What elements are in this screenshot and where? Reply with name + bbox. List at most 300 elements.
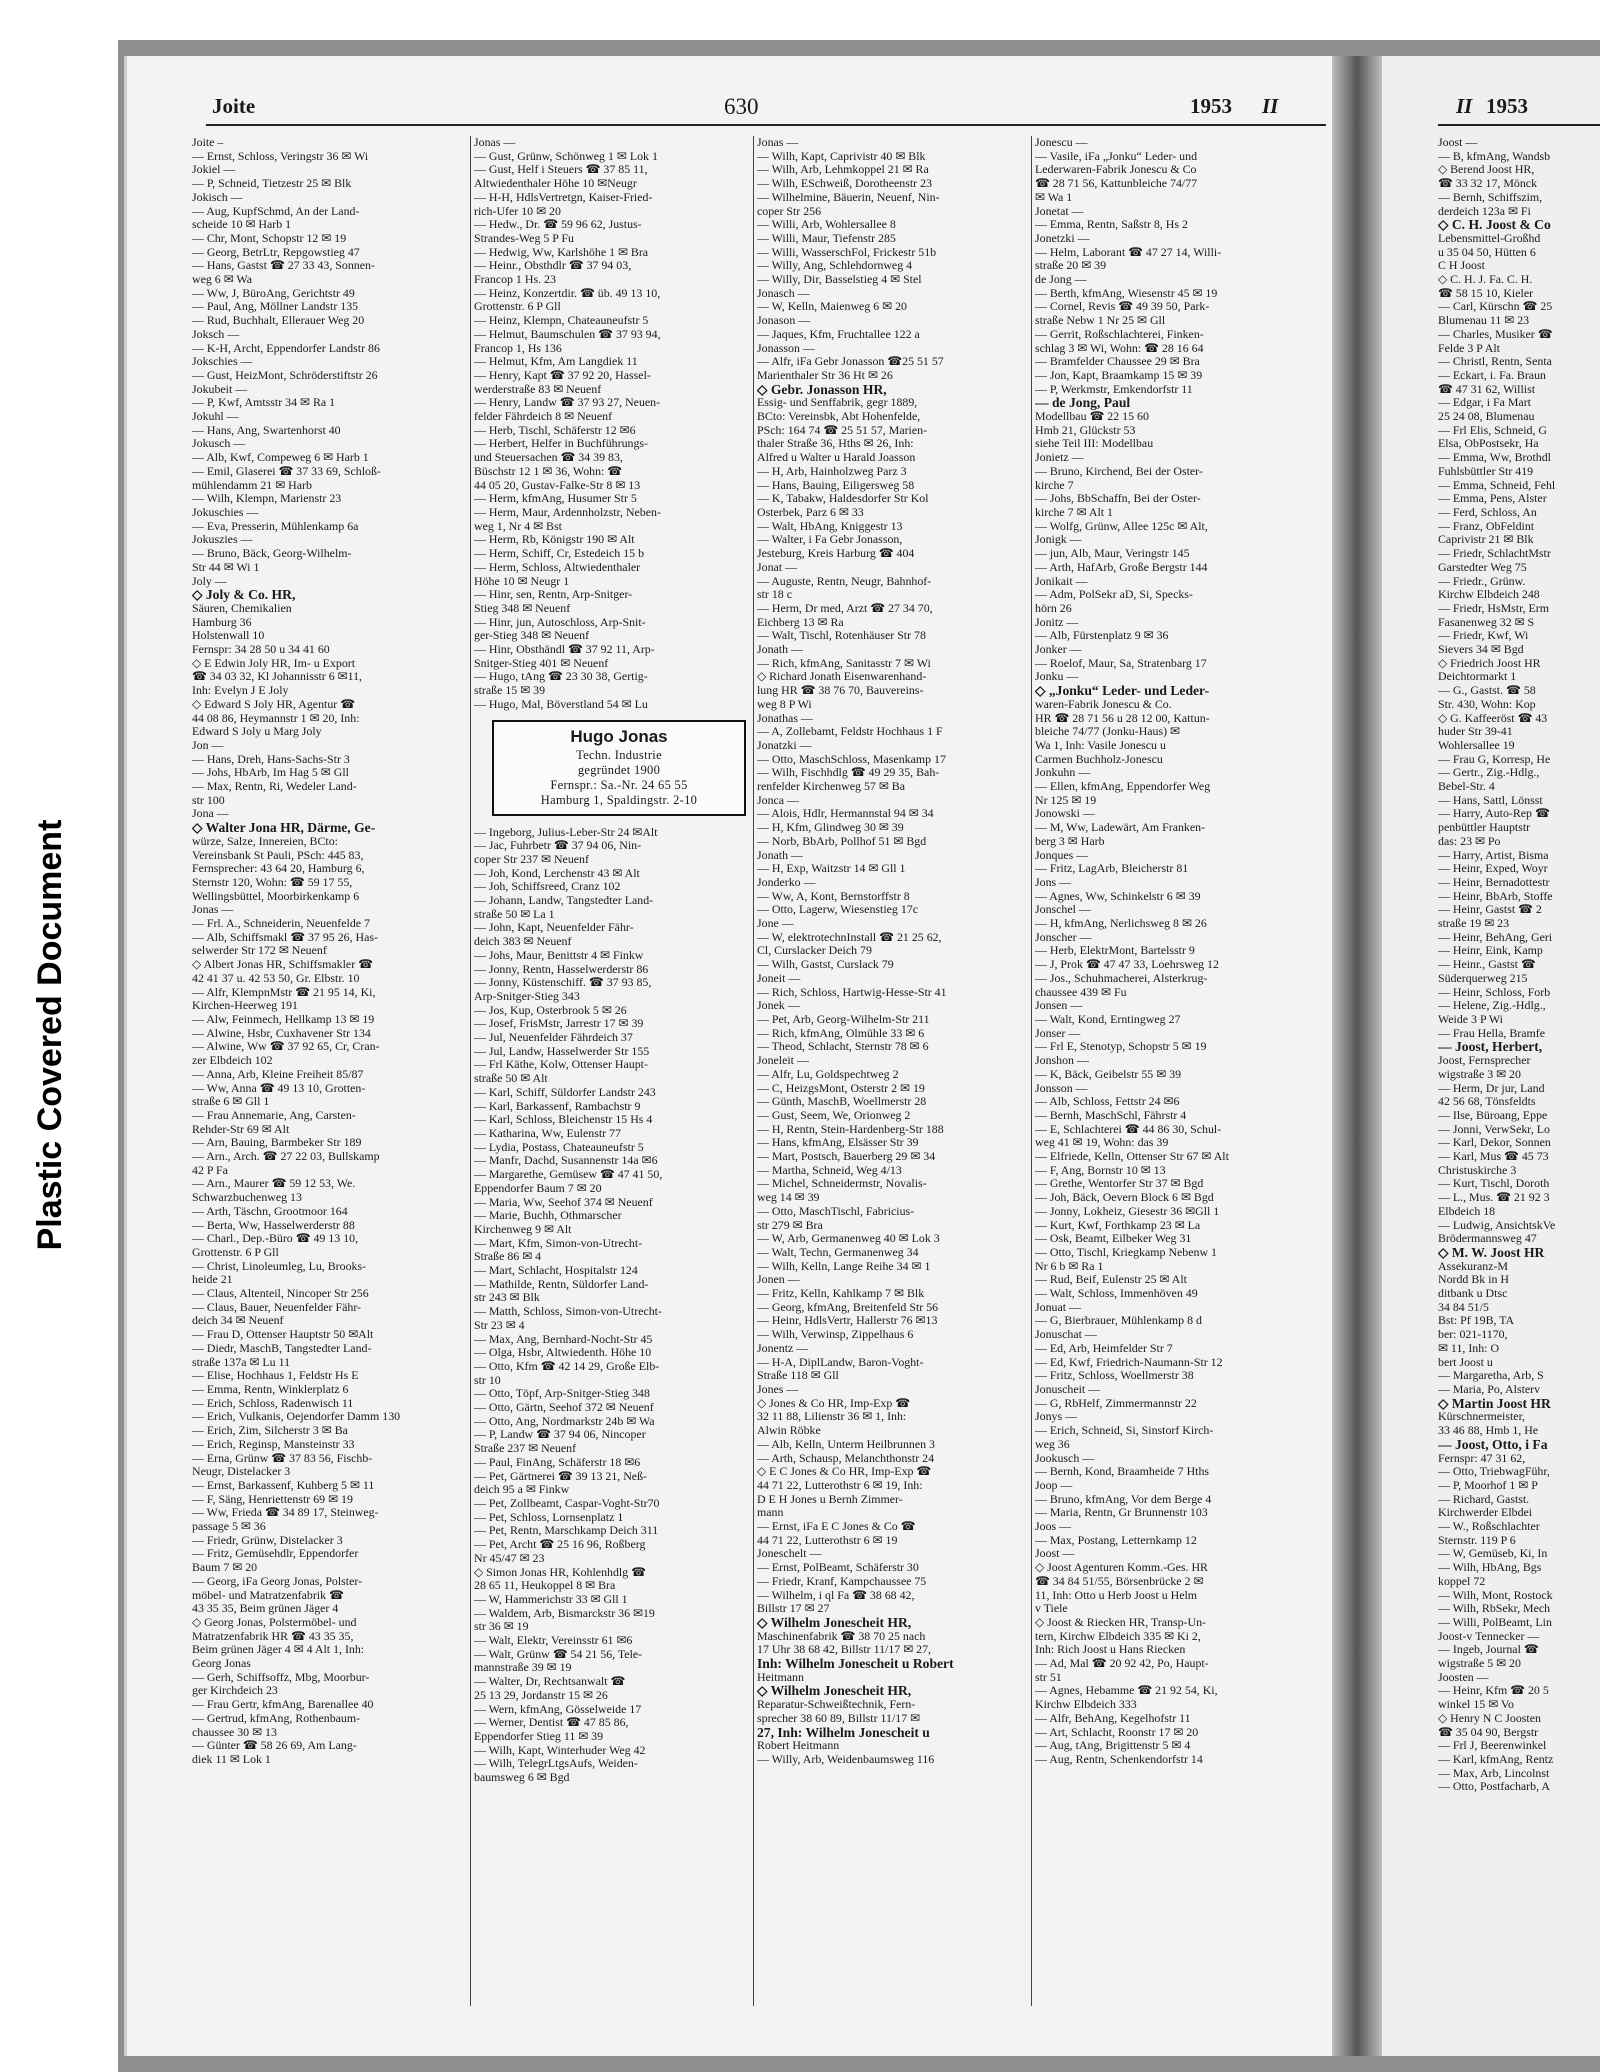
directory-entry: — Hinr, jun, Autoschloss, Arp-Snit-: [474, 615, 646, 629]
directory-entry: — P, Landw ☎ 37 94 06, Nincoper: [474, 1428, 646, 1442]
directory-entry: Jonietz —: [1035, 451, 1084, 465]
directory-entry: — Erich, Reginsp, Mansteinstr 33: [192, 1437, 355, 1451]
ad-company-name: Hugo Jonas: [570, 726, 668, 746]
directory-entry: — Gust, HeizMont, Schröderstiftstr 26: [192, 368, 378, 382]
directory-entry: — Aug, KupfSchmd, An der Land-: [192, 204, 360, 218]
directory-entry: Joost —: [1035, 1547, 1075, 1561]
directory-entry: — Emma, Schneid, Fehl: [1438, 478, 1556, 492]
directory-entry: 17 Uhr 38 68 42, Billstr 11/17 ✉ 27,: [757, 1643, 932, 1657]
directory-entry: — Hinr, Obsthändl ☎ 37 92 11, Arp-: [474, 643, 655, 657]
directory-entry: Str 44 ✉ Wi 1: [192, 560, 260, 574]
directory-entry: weg 14 ✉ 39: [757, 1191, 820, 1205]
directory-entry: — Otto, Kfm ☎ 42 14 29, Große Elb-: [474, 1359, 660, 1373]
directory-entry: chaussee 30 ✉ 13: [192, 1725, 277, 1739]
directory-entry: — Matth, Schloss, Simon-von-Utrecht-: [474, 1305, 662, 1319]
directory-entry: Jones —: [757, 1382, 799, 1396]
directory-entry: — Elfriede, Kelln, Ottenser Str 67 ✉ Alt: [1035, 1150, 1229, 1164]
directory-entry: Robert Heitmann: [757, 1739, 840, 1753]
directory-entry: Fernsprecher: 43 64 20, Hamburg 6,: [192, 862, 365, 876]
directory-entry: — W., Roßschlachter: [1438, 1520, 1540, 1534]
directory-entry: ☎ 28 71 56, Kattunbleiche 74/77: [1035, 177, 1198, 191]
directory-entry: — Alois, Hdlr, Hermannstal 94 ✉ 34: [757, 807, 934, 821]
ad-line: gegründet 1900: [577, 762, 661, 777]
directory-entry: — Heinr, Schloss, Forb: [1438, 985, 1551, 999]
directory-entry: — Mart, Schlacht, Hospitalstr 124: [474, 1264, 638, 1278]
directory-entry: — Mart, Kfm, Simon-von-Utrecht-: [474, 1236, 643, 1250]
directory-entry: ◇ Wilhelm Jonescheit HR,: [757, 1615, 912, 1630]
directory-entry: Lebensmittel-Großhd: [1438, 231, 1541, 245]
directory-entry: Joop —: [1035, 1478, 1073, 1492]
directory-entry: Kirchenweg 9 ✉ Alt: [474, 1222, 572, 1236]
directory-entry: Jonowski —: [1035, 807, 1095, 821]
directory-entry: — Anna, Arb, Kleine Freiheit 85/87: [192, 1067, 364, 1081]
directory-entry: Jokisch —: [192, 190, 243, 204]
directory-entry: — A, Zollebamt, Feldstr Hochhaus 1 F: [757, 725, 943, 739]
directory-entry: — Wilh, Verwinsp, Zippelhaus 6: [757, 1328, 914, 1342]
directory-entry: — Herb, ElektrMont, Bartelsstr 9: [1035, 944, 1195, 958]
directory-entry: — Roelof, Maur, Sa, Stratenbarg 17: [1035, 656, 1207, 670]
directory-entry: derdeich 123a ✉ Fi: [1438, 204, 1531, 218]
directory-entry: u 35 04 50, Hütten 6: [1438, 245, 1536, 259]
directory-entry: — Joost, Otto, i Fa: [1438, 1437, 1548, 1452]
directory-entry: Jons —: [1035, 875, 1072, 889]
directory-entry: Garstedter Weg 75: [1438, 560, 1527, 574]
directory-entry: 44 71 22, Lutterothstr 6 ✉ 19: [757, 1533, 898, 1547]
directory-entry: — Frl Käthe, Kolw, Ottenser Haupt-: [474, 1058, 648, 1072]
directory-entry: — Emil, Glaserei ☎ 37 33 69, Schloß-: [192, 464, 381, 478]
directory-entry: — Hans, kfmAng, Elsässer Str 39: [757, 1136, 919, 1150]
directory-entry: — Berta, Ww, Hasselwerderstr 88: [192, 1218, 355, 1232]
directory-entry: — Ad, Mal ☎ 20 92 42, Po, Haupt-: [1035, 1657, 1209, 1671]
directory-entry: — Max, Ang, Bernhard-Nocht-Str 45: [474, 1332, 653, 1346]
directory-entry: Deichtormarkt 1: [1438, 670, 1517, 684]
directory-entry: — Hedw., Dr. ☎ 59 96 62, Justus-: [474, 218, 642, 232]
directory-entry: — Pet, Archt ☎ 25 16 96, Roßberg: [474, 1538, 646, 1552]
directory-entry: ◇ Joly & Co. HR,: [192, 588, 296, 602]
directory-entry: deich 34 ✉ Neuenf: [192, 1314, 284, 1328]
directory-entry: Jonys —: [1035, 1410, 1077, 1424]
directory-entry: Elsa, ObPostsekr, Ha: [1438, 437, 1539, 451]
directory-entry: — Georg, BetrLtr, Repgowstieg 47: [192, 245, 360, 259]
directory-entry: coper Str 256: [757, 204, 822, 218]
directory-entry: — Jaques, Kfm, Fruchtallee 122 a: [757, 327, 920, 341]
directory-entry: — Jul, Landw, Hasselwerder Str 155: [474, 1044, 650, 1058]
directory-entry: — Kurt, Kwf, Forthkamp 23 ✉ La: [1035, 1218, 1201, 1232]
directory-entry: 28 65 11, Heukoppel 8 ✉ Bra: [474, 1579, 616, 1593]
directory-entry: ger-Stieg 348 ✉ Neuenf: [474, 629, 590, 643]
directory-entry: straße Nebw 1 Nr 25 ✉ Gll: [1035, 314, 1166, 328]
directory-entry: hörn 26: [1035, 601, 1072, 615]
directory-entry: — Arth, HafArb, Große Bergstr 144: [1035, 560, 1208, 574]
directory-entry: — Frau D, Ottenser Hauptstr 50 ✉Alt: [192, 1328, 374, 1342]
directory-entry: Fuhlsbüttler Str 419: [1438, 464, 1534, 478]
directory-entry: — Vasile, iFa „Jonku“ Leder- und: [1035, 149, 1198, 163]
directory-entry: — Herm, Dr med, Arzt ☎ 27 34 70,: [757, 601, 933, 615]
directory-entry: str 36 ✉ 19: [474, 1620, 529, 1634]
directory-entry: — H, Kfm, Glindweg 30 ✉ 39: [757, 821, 904, 835]
directory-entry: — Hugo, tAng ☎ 23 30 38, Gertig-: [474, 670, 648, 684]
directory-entry: 44 71 22, Lutterothstr 6 ✉ 19, Inh:: [757, 1478, 923, 1492]
column-separator: [753, 136, 754, 2006]
directory-entry: — Emma, Pens, Alster: [1438, 492, 1547, 506]
directory-entry: — Franz, ObFeldint: [1438, 519, 1535, 533]
directory-entry: ◇ Walter Jona HR, Därme, Ge-: [192, 821, 376, 835]
directory-entry: — Alb, Kelln, Unterm Heilbrunnen 3: [757, 1437, 935, 1451]
directory-entry: Jonigk —: [1035, 533, 1082, 547]
directory-entry: — Pet, Schloss, Lornsenplatz 1: [474, 1510, 624, 1524]
directory-entry: — Frau Gertr, kfmAng, Barenallee 40: [192, 1698, 374, 1712]
directory-entry: — Alw, Feinmech, Hellkamp 13 ✉ 19: [192, 1013, 375, 1026]
directory-entry: — Eva, Presserin, Mühlenkamp 6a: [192, 519, 359, 533]
directory-entry: straße 6 ✉ Gll 1: [192, 1095, 270, 1109]
directory-entry: ◇ Gebr. Jonasson HR,: [757, 382, 887, 397]
directory-entry: — Willy, Dir, Basselstieg 4 ✉ Stel: [757, 273, 922, 287]
directory-entry: — Lydia, Postass, Chateauneufstr 5: [474, 1140, 644, 1154]
next-header-volume: II: [1456, 94, 1473, 118]
directory-entry: Jonuscheit —: [1035, 1382, 1101, 1396]
directory-entry: — Rich, kfmAng, Sanitasstr 7 ✉ Wi: [757, 656, 931, 670]
directory-entry: — Harry, Auto-Rep ☎: [1438, 807, 1550, 821]
directory-entry: — Ed, Arb, Heimfelder Str 7: [1035, 1341, 1173, 1355]
directory-entry: — Josef, FrisMstr, Jarrestr 17 ✉ 39: [474, 1017, 644, 1031]
directory-entry: — Friedr, Kwf, Wi: [1438, 629, 1529, 643]
directory-entry: Kirchw Elbdeich 333: [1035, 1698, 1137, 1712]
directory-entry: Jonuschat —: [1035, 1328, 1097, 1342]
directory-entry: — L., Mus. ☎ 21 92 3: [1438, 1191, 1550, 1205]
directory-entry: — Emma, Rentn, Winklerplatz 6: [192, 1382, 349, 1396]
directory-entry: — Rich, Schloss, Hartwig-Hesse-Str 41: [757, 985, 947, 999]
directory-entry: — Gust, Seem, We, Orionweg 2: [757, 1108, 911, 1122]
directory-entry: — Heinz, Konzertdir. ☎ üb. 49 13 10,: [474, 286, 661, 300]
directory-entry: — Willi, PolBeamt, Lin: [1438, 1615, 1552, 1629]
directory-entry: — Walt, Techn, Germanenweg 34: [757, 1245, 919, 1259]
directory-entry: — Jos, Kup, Osterbrook 5 ✉ 26: [474, 1003, 627, 1017]
directory-entry: — Osk, Beamt, Eilbeker Weg 31: [1035, 1232, 1192, 1246]
directory-entry: — Emma, Rentn, Saßstr 8, Hs 2: [1035, 218, 1188, 232]
directory-entry: — Helmut, Baumschulen ☎ 37 93 94,: [474, 327, 661, 341]
header-rule: [206, 124, 1326, 126]
directory-entry: — Pet, Arb, Georg-Wilhelm-Str 211: [757, 1013, 930, 1026]
directory-entry: — Friedr., Grünw.: [1438, 574, 1526, 588]
directory-entry: diek 11 ✉ Lok 1: [192, 1752, 271, 1766]
directory-entry: — W, Arb, Germanenweg 40 ✉ Lok 3: [757, 1232, 940, 1246]
directory-entry: ◇ C. H. J. Fa. C. H.: [1438, 273, 1533, 287]
directory-entry: sprecher 38 60 89, Billstr 11/17 ✉: [757, 1711, 921, 1725]
directory-entry: — H-A, DiplLandw, Baron-Voght-: [757, 1355, 924, 1369]
directory-entry: — Heinr, BehAng, Geri: [1438, 930, 1553, 944]
directory-entry: — Frau Annemarie, Ang, Carsten-: [192, 1108, 356, 1122]
directory-entry: — W, Kelln, Maienweg 6 ✉ 20: [757, 300, 907, 314]
directory-entry: — Christl, Rentn, Senta: [1438, 355, 1552, 369]
directory-entry: — Helm, Laborant ☎ 47 27 14, Willi-: [1035, 245, 1222, 259]
directory-entry: — Hans, Dreh, Hans-Sachs-Str 3: [192, 752, 350, 766]
directory-entry: — H, kfmAng, Nerlichsweg 8 ✉ 26: [1035, 917, 1207, 931]
directory-entry: Jonas —: [474, 136, 516, 149]
directory-entry: — W, Gemüseb, Ki, In: [1438, 1547, 1548, 1561]
directory-entry: Snitger-Stieg 401 ✉ Neuenf: [474, 656, 609, 670]
directory-entry: — Waldem, Arb, Bismarckstr 36 ✉19: [474, 1606, 655, 1620]
directory-entry: heide 21: [192, 1273, 233, 1287]
directory-entry: — Johs, BbSchaffn, Bei der Oster-: [1035, 492, 1201, 506]
directory-entry: — Johann, Landw, Tangstedter Land-: [474, 894, 654, 908]
directory-entry: C H Joost: [1438, 259, 1485, 273]
directory-entry: — Olga, Hsbr, Altwiedenth. Höhe 10: [474, 1346, 652, 1360]
directory-entry: Christuskirche 3: [1438, 1163, 1517, 1177]
directory-entry: thaler Straße 36, Hths ✉ 26, Inh:: [757, 437, 914, 451]
directory-entry: Nr 45/47 ✉ 23: [474, 1551, 545, 1565]
directory-entry: Felde 3 P Alt: [1438, 341, 1500, 355]
directory-entry: — Elise, Hochhaus 1, Feldstr Hs E: [192, 1369, 359, 1383]
directory-entry: Jonath —: [757, 643, 803, 657]
directory-entry: Billstr 17 ✉ 27: [757, 1602, 830, 1616]
directory-entry: ◇ Albert Jonas HR, Schiffsmakler ☎: [192, 958, 373, 972]
directory-entry: Straße 86 ✉ 4: [474, 1250, 542, 1264]
directory-entry: ☎ 35 04 90, Bergstr: [1438, 1725, 1539, 1739]
column-separator: [1031, 136, 1032, 2006]
directory-entry: — Arth, Täschn, Grootmoor 164: [192, 1204, 348, 1218]
directory-entry: ◇ E Edwin Joly HR, Im- u Export: [192, 656, 356, 670]
directory-entry: — Walt, Tischl, Rotenhäuser Str 78: [757, 629, 926, 643]
directory-entry: Sternstr. 119 P 6: [1438, 1533, 1516, 1547]
directory-entry: weg 41 ✉ 19, Wohn: das 39: [1035, 1136, 1169, 1150]
directory-entry: — Kurt, Tischl, Doroth: [1438, 1177, 1550, 1191]
directory-entry: — Günter ☎ 58 26 69, Am Lang-: [192, 1739, 357, 1753]
directory-entry: Joite –: [192, 136, 224, 149]
next-header-year: 1953: [1486, 94, 1528, 118]
directory-entry: Joosten —: [1438, 1670, 1489, 1684]
directory-entry: — F, Ang, Bornstr 10 ✉ 13: [1035, 1163, 1166, 1177]
directory-entry: — Aug, Rentn, Schenkendorfstr 14: [1035, 1752, 1203, 1766]
directory-entry: — Otto, Tischl, Kriegkamp Nebenw 1: [1035, 1245, 1217, 1259]
directory-entry: straße 20 ✉ 39: [1035, 259, 1107, 273]
directory-entry: — Claus, Bauer, Neuenfelder Fähr-: [192, 1300, 361, 1314]
directory-entry: — Otto, Lagerw, Wiesenstieg 17c: [757, 903, 918, 917]
directory-entry: 44 08 86, Heymannstr 1 ✉ 20, Inh:: [192, 711, 360, 725]
directory-entry: — Herbert, Helfer in Buchführungs-: [474, 437, 649, 451]
directory-entry: — Gertr., Zig.-Hdlg.,: [1438, 766, 1540, 780]
directory-entry: — Walt, Grünw ☎ 54 21 56, Tele-: [474, 1647, 643, 1661]
directory-entry: Altwiedenthaler Höhe 10 ✉Neugr: [474, 177, 637, 191]
directory-entry: str 18 c: [757, 588, 793, 602]
directory-entry: — Willy, Ang, Schlehdornweg 4: [757, 259, 913, 273]
directory-entry: Weide 3 P Wi: [1438, 1013, 1503, 1026]
directory-entry: Heitmann: [757, 1670, 804, 1684]
directory-entry: Nr 6 b ✉ Ra 1: [1035, 1259, 1104, 1273]
directory-entry: — Otto, Ang, Nordmarkstr 24b ✉ Wa: [474, 1414, 655, 1428]
directory-entry: — Jonny, Lokheiz, Giesestr 36 ✉Gll 1: [1035, 1204, 1220, 1218]
directory-entry: — Otto, MaschTischl, Fabricius-: [757, 1204, 915, 1218]
directory-entry: Hamburg 36: [192, 615, 252, 629]
directory-entry: — Günth, MaschB, Woellmerstr 28: [757, 1095, 927, 1109]
directory-entry: — Norb, BbArb, Pollhof 51 ✉ Bgd: [757, 834, 927, 848]
directory-entry: — Max, Postang, Letternkamp 12: [1035, 1533, 1197, 1547]
directory-entry: — Bruno, kfmAng, Vor dem Berge 4: [1035, 1492, 1212, 1506]
directory-entry: Kürschnermeister,: [1438, 1410, 1526, 1424]
directory-entry: Strandes-Weg 5 P Fu: [474, 231, 574, 245]
directory-entry: — Fritz, LagArb, Bleicherstr 81: [1035, 862, 1189, 876]
directory-entry: Büschstr 12 1 ✉ 36, Wohn: ☎: [474, 464, 623, 478]
directory-entry: — Walt, Elektr, Vereinsstr 61 ✉6: [474, 1634, 633, 1648]
directory-entry: — Alb, Schloss, Fettstr 24 ✉6: [1035, 1095, 1180, 1109]
directory-entry: — Alwine, Hsbr, Cuxhavener Str 134: [192, 1026, 371, 1040]
directory-entry: — Gertrud, kfmAng, Rothenbaum-: [192, 1711, 361, 1725]
directory-entry: — Michel, Schneidermstr, Novalis-: [757, 1177, 927, 1191]
directory-entry: — F, Säng, Henriettenstr 69 ✉ 19: [192, 1492, 353, 1506]
directory-entry: — Wilh, RbSekr, Mech: [1438, 1602, 1551, 1616]
directory-entry: — Karl, Dekor, Sonnen: [1438, 1136, 1551, 1150]
directory-entry: Brödermannsweg 47: [1438, 1232, 1537, 1246]
directory-entry: — Hugo, Mal, Böverstland 54 ✉ Lu: [474, 697, 648, 711]
directory-entry: renfelder Kirchenweg 57 ✉ Ba: [757, 780, 905, 794]
directory-entry: — John, Kapt, Neuenfelder Fähr-: [474, 921, 634, 935]
column-4: [1035, 136, 1326, 2016]
directory-entry: — H, Rentn, Stein-Hardenberg-Str 188: [757, 1122, 944, 1136]
directory-entry: — Friedr, Grünw, Distelacker 3: [192, 1533, 343, 1547]
directory-entry: ◇ Henry N C Joosten: [1438, 1711, 1541, 1725]
directory-entry: Jonathas —: [757, 711, 813, 725]
directory-entry: — Jonny, Küstenschiff. ☎ 37 93 85,: [474, 976, 652, 990]
directory-entry: — Ellen, kfmAng, Eppendorfer Weg: [1035, 780, 1211, 794]
directory-entry: — Gust, Grünw, Schönweg 1 ✉ Lok 1: [474, 149, 658, 163]
directory-entry: — H, Exp, Waitzstr 14 ✉ Gll 1: [757, 862, 906, 876]
directory-entry: — Heinz, Klempn, Chateauneufstr 5: [474, 314, 649, 328]
directory-entry: winkel 15 ✉ Vo: [1438, 1698, 1514, 1712]
directory-entry: — Wolfg, Grünw, Allee 125c ✉ Alt,: [1035, 519, 1208, 533]
directory-entry: — Alwine, Ww ☎ 37 92 65, Cr, Cran-: [192, 1040, 380, 1054]
directory-entry: Stieg 348 ✉ Neuenf: [474, 601, 571, 615]
directory-entry: weg 8 P Wi: [757, 697, 812, 711]
directory-entry: — Jul, Neuenfelder Fährdeich 37: [474, 1031, 633, 1045]
directory-entry: — Fritz, Kelln, Kahlkamp 7 ✉ Blk: [757, 1287, 925, 1301]
directory-entry: 25 24 08, Blumenau: [1438, 410, 1535, 424]
directory-entry: — Erich, Zim, Silcherstr 3 ✉ Ba: [192, 1424, 348, 1438]
directory-entry: Eichberg 13 ✉ Ra: [757, 615, 844, 629]
directory-entry: — Agnes, Ww, Schinkelstr 6 ✉ 39: [1035, 889, 1201, 903]
directory-entry: — Pet, Rentn, Marschkamp Deich 311: [474, 1524, 659, 1538]
directory-entry: — Rud, Buchhalt, Ellerauer Weg 20: [192, 314, 365, 328]
column-3: [757, 136, 1029, 2016]
directory-entry: Jokubeit —: [192, 382, 248, 396]
directory-entry: — C, HeizgsMont, Osterstr 2 ✉ 19: [757, 1081, 925, 1095]
directory-entry: koppel 72: [1438, 1574, 1486, 1588]
directory-entry: — Hans, Sattl, Lönsst: [1438, 793, 1543, 807]
directory-entry: str 243 ✉ Blk: [474, 1291, 540, 1305]
directory-entry: 33 46 88, Hmb 1, He: [1438, 1424, 1539, 1438]
ad-line: Techn. Industrie: [576, 747, 662, 762]
directory-entry: zer Elbdeich 102: [192, 1054, 273, 1068]
directory-entry: — G., Gastst. ☎ 58: [1438, 684, 1536, 698]
directory-entry: — Fritz, Schloss, Woellmerstr 38: [1035, 1369, 1194, 1383]
directory-entry: werderstraße 83 ✉ Neuenf: [474, 382, 602, 396]
directory-entry: Francop 1 Hs. 23: [474, 273, 556, 287]
directory-entry: — Pet, Gärtnerei ☎ 39 13 21, Neß-: [474, 1469, 647, 1483]
directory-entry: — Max, Rentn, Ri, Wedeler Land-: [192, 780, 357, 794]
directory-entry: — Otto, Töpf, Arp-Snitger-Stieg 348: [474, 1387, 650, 1401]
column-separator: [470, 136, 471, 2006]
directory-entry: — Maria, Ww, Seehof 374 ✉ Neuenf: [474, 1195, 653, 1209]
directory-entry: Jonas —: [192, 903, 234, 917]
directory-entry: — Maria, Rentn, Gr Brunnenstr 103: [1035, 1506, 1208, 1520]
directory-entry: — Wilh, ESchweiß, Dorotheenstr 23: [757, 177, 932, 191]
directory-entry: Jonuat —: [1035, 1300, 1081, 1314]
directory-entry: — Willi, Maur, Tiefenstr 285: [757, 231, 896, 245]
directory-entry: Jokuschies —: [192, 505, 259, 519]
directory-entry: — Karl, Mus ☎ 45 73: [1438, 1150, 1549, 1164]
directory-entry: Wa 1, Inh: Vasile Jonescu u: [1035, 738, 1166, 752]
directory-entry: — Wilh, Klempn, Marienstr 23: [192, 492, 342, 506]
directory-entry: — Alb, Kwf, Compeweg 6 ✉ Harb 1: [192, 451, 369, 465]
directory-entry: — Ferd, Schloss, An: [1438, 505, 1537, 519]
directory-entry: — Heinr, Exped, Woyr: [1438, 862, 1548, 876]
directory-entry: — Hinr, sen, Rentn, Arp-Snitger-: [474, 588, 633, 602]
directory-entry: — de Jong, Paul: [1035, 396, 1131, 411]
directory-entry: huder Str 39-41: [1438, 725, 1513, 739]
directory-entry: — P, Kwf, Amtsstr 34 ✉ Ra 1: [192, 396, 336, 410]
directory-entry: — Frau Hella, Bramfe: [1438, 1026, 1545, 1040]
directory-entry: — Herm, Schloss, Altwiedenthaler: [474, 560, 641, 574]
directory-entry: Inh: Wilhelm Jonescheit u Robert: [757, 1657, 954, 1671]
directory-entry: 25 13 29, Jordanstr 15 ✉ 26: [474, 1688, 608, 1702]
ad-line: Hamburg 1, Spaldingstr. 2-10: [540, 792, 698, 807]
directory-entry: — Ludwig, AnsichtskVe: [1438, 1218, 1556, 1232]
directory-entry: — Otto, TriebwagFühr,: [1438, 1465, 1550, 1479]
directory-entry: deich 383 ✉ Neuenf: [474, 935, 572, 949]
directory-entry: Höhe 10 ✉ Neugr 1: [474, 574, 570, 588]
directory-entry: Kirchw Elbdeich 248: [1438, 588, 1540, 602]
directory-entry: wigstraße 5 ✉ 20: [1438, 1657, 1521, 1671]
directory-entry: — Manfr, Dachd, Susannenstr 14a ✉6: [474, 1154, 658, 1168]
directory-entry: tern, Kirchw Elbdeich 335 ✉ Ki 2,: [1035, 1629, 1201, 1643]
directory-entry: — Herm, Dr jur, Land: [1438, 1081, 1545, 1095]
directory-entry: Süderquerweg 215: [1438, 971, 1528, 985]
directory-entry: Jesteburg, Kreis Harburg ☎ 404: [757, 547, 915, 561]
directory-entry: Str 23 ✉ 4: [474, 1318, 525, 1332]
directory-entry: — Agnes, Hebamme ☎ 21 92 54, Ki,: [1035, 1684, 1218, 1698]
directory-entry: Eppendorfer Baum 7 ✉ 20: [474, 1181, 602, 1195]
directory-entry: — Rich, kfmAng, Olmühle 33 ✉ 6: [757, 1026, 925, 1040]
directory-entry: Carmen Buchholz-Jonescu: [1035, 752, 1163, 766]
directory-entry: 42 P Fa: [192, 1163, 228, 1177]
directory-entry: — Paul, FinAng, Schäferstr 18 ✉6: [474, 1455, 641, 1469]
directory-entry: Jonker —: [1035, 643, 1082, 657]
directory-entry: Straße 118 ✉ Gll: [757, 1369, 839, 1383]
directory-entry: straße 137a ✉ Lu 11: [192, 1355, 291, 1369]
directory-entry: Jonetzki —: [1035, 231, 1090, 245]
directory-entry: Jonen —: [757, 1273, 800, 1287]
directory-entry: Reparatur-Schweißtechnik, Fern-: [757, 1698, 916, 1712]
directory-entry: — Johs, Maur, Benittstr 4 ✉ Finkw: [474, 948, 644, 962]
directory-entry: Joost, Fernsprecher: [1438, 1054, 1531, 1068]
side-label: Plastic Covered Document: [31, 819, 69, 1251]
directory-entry: Fasanenweg 32 ✉ S: [1438, 615, 1535, 629]
directory-entry: — Wilh, Kelln, Lange Reihe 34 ✉ 1: [757, 1259, 931, 1273]
directory-entry: bert Joost u: [1438, 1355, 1493, 1369]
directory-entry: Jonderko —: [757, 875, 816, 889]
directory-entry: — P, Werkmstr, Emkendorfstr 11: [1035, 382, 1193, 396]
directory-entry: Matratzenfabrik HR ☎ 43 35 35,: [192, 1629, 354, 1643]
directory-entry: — Joh, Bäck, Oevern Block 6 ✉ Bgd: [1035, 1191, 1214, 1205]
directory-entry: — Heinr, Kfm ☎ 20 5: [1438, 1684, 1549, 1698]
directory-entry: — J, Prok ☎ 47 47 33, Loehrsweg 12: [1035, 958, 1219, 972]
directory-entry: — H-H, HdlsVertretgn, Kaiser-Fried-: [474, 190, 653, 204]
directory-entry: Jokiel —: [192, 163, 236, 177]
directory-entry: — Gust, Helf i Steuers ☎ 37 85 11,: [474, 163, 648, 177]
directory-entry: selwerder Str 172 ✉ Neuenf: [192, 944, 327, 958]
directory-entry: Jonca —: [757, 793, 799, 807]
directory-entry: straße 50 ✉ La 1: [474, 907, 555, 921]
directory-entry: — Wern, kfmAng, Gösselweide 17: [474, 1702, 642, 1716]
directory-entry: — P, Schneid, Tietzestr 25 ✉ Blk: [192, 177, 352, 191]
